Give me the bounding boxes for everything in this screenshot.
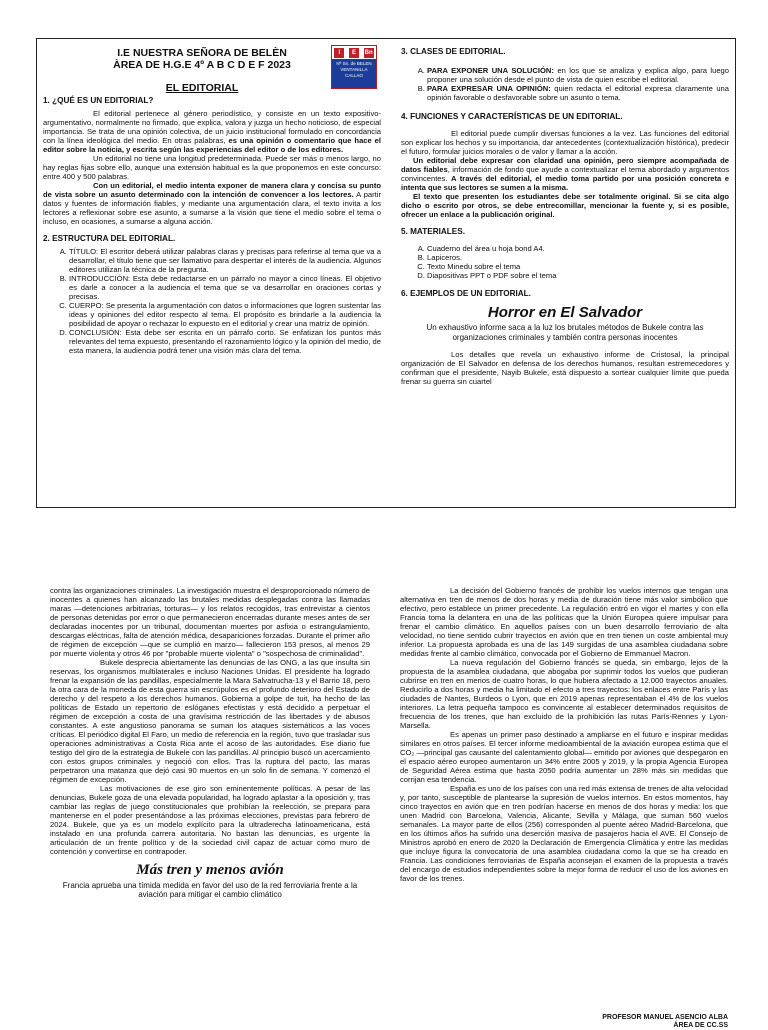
section-heading: 2. ESTRUCTURA DEL EDITORIAL. — [43, 234, 176, 243]
list-item: C. Texto Minedu sobre el tema — [427, 262, 729, 271]
section-heading: 6. EJEMPLOS DE UN EDITORIAL. — [401, 289, 531, 298]
section-heading: 3. CLASES DE EDITORIAL. — [401, 47, 506, 56]
section-heading: 4. FUNCIONES Y CARACTERÍSTICAS DE UN EDITORIAL. — [401, 112, 623, 121]
school-crest-logo: I E Bn Nª Sn. de BELEN VENTANILLA CALLAO — [331, 45, 377, 89]
list-item: D. Diapositivas PPT o PDF sobre el tema — [427, 271, 729, 280]
structure-list — [55, 247, 381, 355]
paragraph: España es uno de los países con una red más extensa de trenes de alta velocidad y, por tanto, susceptible de plantearse la supresión de vuelos internos. En estos momentos, hay cinco trayectos en avión que en tren podrían hacerse en menos de dos horas y media: los que unen Madrid con Barcelona, Valencia, Alicante, Sevilla y Málaga, que suman 560 vuelos semanales. La mayor parte de ellos (256) corresponden al puente aéreo Madrid-Barcelona, que en los últimos años ha sufrido una deserción masiva de pasajeros hacia el AVE. El Consejo de Ministros aprobó en enero de 2020 la Declaración de Emergencia Climática y entre las medidas que incluye figura la convocatoria de una asamblea ciudadana como la que se ha creado en Francia. Las condiciones ferroviarias de España aconsejan el examen de la propuesta a través del encargo de estudios independientes sobre la mejor forma de reducir el uso de los aviones en favor de los trenes. — [400, 784, 728, 883]
section-heading: 5. MATERIALES. — [401, 227, 465, 236]
school-title: I.E NUESTRA SEÑORA DE BELÈN ÀREA DE H.G.E 4º A B C D E F 2023 — [113, 47, 291, 71]
list-item: B. INTRODUCCIÓN: Esta debe redactarse en un párrafo no mayor a cinco líneas. El objetivo es darle a conocer a la audiencia el tema que se va desarrollar en oraciones cortas y precisas. — [69, 274, 381, 301]
paragraph: El editorial puede cumplir diversas funciones a la vez. Las funciones del editorial son explicar los hechos y su importancia, dar antecedentes (contextualización histórica), predecir el futuro, formular juicios morales o de valor y llamar a la acción. — [401, 129, 729, 156]
paragraph: La decisión del Gobierno francés de prohibir los vuelos internos que tengan una alternativa en tren de menos de dos horas y media de duración tiene más valor simbólico que efectivo, pero establece un primer precedente. La regulación entró en vigor el martes y con ella Francia toma la delantera en una de las políticas que la Unión Europea quiere impulsar para frenar el cambio climático. En aquellos países con un buen desarrollo ferroviario de alta velocidad, no tiene sentido cubrir trayectos en avión que en tren tienen un coste ambiental muy inferior. La propuesta aprobada es una de las 149 surgidas de una asamblea ciudadana sobre medidas frente al cambio climático, convocada por el Gobierno de Emmanuel Macron. — [400, 586, 728, 658]
list-item: B. Lapiceros. — [427, 253, 729, 262]
list-item: D. CONCLUSIÓN: Esta debe ser escrita en un párrafo corto. Se enfatizan los puntos más relevantes del tema expuesto, presentando el razonamiento lógico y la opinión del medio, de esta manera, la audiencia podrá tener una visión más clara del tema. — [69, 328, 381, 355]
article-title: Horror en El Salvador — [487, 304, 643, 321]
left-column — [50, 586, 370, 899]
worksheet-title: EL EDITORIAL — [165, 82, 239, 94]
right-column — [400, 586, 728, 883]
section-heading: 1. ¿QUÉ ES UN EDITORIAL? — [43, 96, 154, 105]
paragraph: Con un editorial, el medio intenta exponer de manera clara y concisa su punto de vista sobre un asunto determinado con la intención de convencer a los lectores. A partir datos y fuentes de información fiables, y mediante una argumentación clara, el texto invita a los lectores a reflexionar sobre ese asunto, a sumarse a la visión que tiene el medio sobre el tema o incluso, en ocasiones, a sumarse a alguna acción. — [43, 181, 381, 226]
paragraph: Las motivaciones de ese giro son eminentemente políticas. A pesar de las denuncias, Bukele goza de una elevada popularidad, ha logrado aplastar a la oposición y, tras cambiar las reglas de juego constitucionales que prohibían la reelección, se prepara para mantenerse en el poder presentándose a las próximas elecciones, previstas para febrero de 2024. Bukele, que ya es un modelo explícito para la ultraderecha latinoamericana, está instalado en una profunda carrera autoritaria. No bastan las denuncias, es urgente la articulación de un frente político y de la sociedad civil capaz de actuar como muro de contención y convertirse en contrapoder. — [50, 784, 370, 856]
header — [43, 39, 381, 93]
right-column — [401, 39, 729, 386]
paragraph: Un editorial debe expresar con claridad una opinión, pero siempre acompañada de datos fiables, información de fondo que ayude a contextualizar el tema abordado y argumentos convincentes. A través del editorial, el medio toma partido por una posición concreta e intenta que sus lectores se sumen a la misma. — [401, 156, 730, 192]
paragraph: El texto que presenten los estudiantes debe ser totalmente original. Si se cita algo dicho o escrito por otros, se debe entrecomillar, mencionar la fuente y, si es posible, ofrecer un enlace a la publicación original. — [401, 192, 729, 219]
paragraph: Los detalles que revela un exhaustivo informe de Cristosal, la principal organización de El Salvador en defensa de los derechos humanos, resultan estremecedores y confirman que el presidente, Nayib Bukele, está dispuesto a sortear cualquier límite que pueda frenar su guerra sin cuartel — [401, 350, 729, 386]
paragraph: La nueva regulación del Gobierno francés se queda, sin embargo, lejos de la propuesta de la asamblea ciudadana, que abogaba por suprimir todos los vuelos que pudieran cubrirse en tren en menos de cuatro horas, lo que hubiera afectado a 12.000 trayectos anuales. Reducirlo a dos horas y media ha limitado el efecto a tres trayectos: los enlaces entre París y las ciudades de Nantes, Burdeos o Lyon, que en 2019 apenas representaban el 4% de los vuelos interiores. La letra pequeña tampoco es convincente al establecer determinados requisitos de frecuencia de los trenes, que han excluido de la prohibición las rutas París-Rennes y Lyon-Marsella. — [400, 658, 728, 730]
article-subtitle: Un exhaustivo informe saca a la luz los brutales métodos de Bukele contra las organizaciones criminales y también contra personas inocentes — [426, 323, 704, 342]
left-column — [43, 39, 381, 355]
list-item: A. TÍTULO: El escritor deberá utilizar palabras claras y precisas para referirse al tema que va a desarrollar, el título tiene que ser llamativo para despertar el interés de la audiencia. Algunos editores utilizan la técnica de la pregunta. — [69, 247, 381, 274]
list-item: B. PARA EXPRESAR UNA OPINIÓN: quien redacta el editorial expresa claramente una opinión favorable o desfavorable sobre un asunto o tema. — [427, 84, 729, 102]
list-item: A. PARA EXPONER UNA SOLUCIÓN: en los que se analiza y explica algo, para luego proponer una solución desde el punto de vista de quien escribe el editorial. — [427, 66, 729, 84]
materials-list — [413, 244, 729, 280]
paragraph: El editorial pertenece al género periodístico, y consiste en un texto expositivo-argumentativo, normalmente no firmado, que explica, valora y juzga un hecho noticioso, de especial importancia. Se trata de una opinión colectiva, de un juicio institucional formulado en concordancia con la línea ideológica del medio. En otras palabras, es una opinión o comentario que hace el editor sobre la noticia, y escrita según las experiencias del editor o de los editores. — [43, 109, 381, 154]
list-item: C. CUERPO: Se presenta la argumentación con datos o informaciones que logren sustentar las ideas y opiniones del editor respecto al tema. El propósito es brindarle a la audiencia la posibilidad de apoyar o rechazar lo expuesto en el editorial y crear una matriz de opinión. — [69, 301, 381, 328]
paragraph: Es apenas un primer paso destinado a ampliarse en el futuro e inspirar medidas similares en otros países. El tercer informe medioambiental de la aviación europea estima que el CO₂ —principal gas causante del calentamiento global— emitido por aviones que despegaron en el espacio aéreo europeo aumentaron un 34% entre 2005 y 2019, y la propia Agencia Europea de Seguridad Aérea estima que hasta 2050 podría aumentar un 28% más sin medidas que corrijan esa tendencia. — [400, 730, 728, 784]
article-page — [0, 586, 768, 1029]
teacher-signature: PROFESOR MANUEL ASENCIO ALBA ÁREA DE CC.SS — [602, 1014, 728, 1029]
types-list — [413, 66, 729, 102]
list-item: A. Cuaderno del área u hoja bond A4. — [427, 244, 729, 253]
paragraph: contra las organizaciones criminales. La investigación muestra el desproporcionado número de inocentes a quienes han alcanzado las brutales medidas desplegadas contra las llamadas maras —detenciones arbitrarias, torturas— y los relatos recogidos, tras entrevistar a cientos de personas detenidas por error o que permanecieron encerradas durante meses antes de ser declaradas inocentes por un tribunal, documentan muertes por asfixia o estrangulamiento, descargas eléctricas, falta de atención médica, desapariciones forzadas. Durante el primer año de régimen de excepción —que se cumplió en marzo— fallecieron 153 presos, al menos 29 por muerte violenta y otros 46 por "probable muerte violenta" o "sospechosa de criminalidad". — [50, 586, 370, 658]
worksheet-page — [36, 38, 736, 508]
paragraph: Un editorial no tiene una longitud predeterminada. Puede ser más o menos largo, no hay reglas fijas sobre ello, aunque una extensión habitual es la que proponemos en este concurso: entre 400 y 500 palabras. — [43, 154, 381, 181]
article-subtitle: Francia aprueba una tímida medida en favor del uso de la red ferroviaria frente a la aviación para mitigar el cambio climático — [62, 881, 358, 899]
paragraph: Bukele desprecia abiertamente las denuncias de las ONG, a las que insulta sin reservas, los organismos multilaterales e incluso Naciones Unidas. El presidente ha logrado frenar la expansión de las pandillas, especialmente la Mara Salvatrucha-13 y el Barrio 18, pero la otra cara de la moneda de esta guerra sin escrúpulos es el profundo deterioro del Estado de derecho y del respeto a los derechos humanos. Gobierna a golpe de tuit, ha hecho de las políticas de Estado un repertorio de eslóganes efectistas y está decidido a perpetuar el régimen de excepción a costa de una gravísima restricción de las libertades y de abusos constantes. A este angustioso panorama se suman los ataques sistemáticos a las voces críticas. El periódico digital El Faro, un medio de referencia en la región, tuvo que trasladar sus operaciones administrativas a Costa Rica ante el acoso de las autoridades. Ese diario fue testigo del giro de la estrategia de Bukele con las pandillas. Al principio buscó un acercamiento con estos grupos criminales y negoció con ellos. Tras la ruptura del pacto, las maras perpetraron una matanza que dejó casi 90 muertos en un solo fin de semana. Y comenzó el régimen de excepción. — [50, 658, 370, 784]
article-title: Más tren y menos avión — [136, 862, 284, 878]
